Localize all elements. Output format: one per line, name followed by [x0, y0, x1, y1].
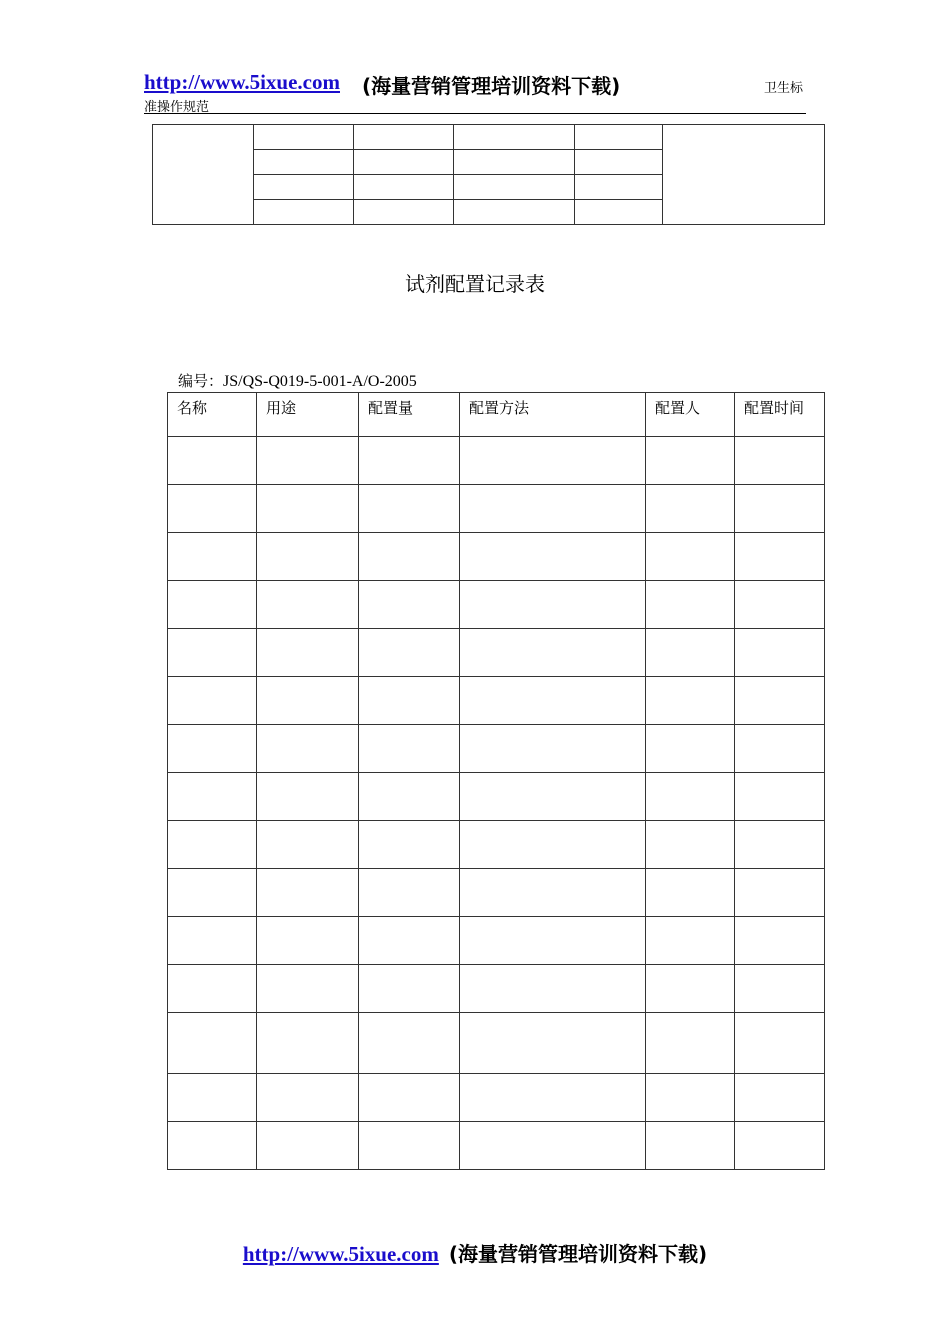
- header-promo-text: (海量营销管理培训资料下载): [362, 74, 621, 98]
- table-cell[interactable]: [460, 821, 646, 869]
- table-cell[interactable]: [168, 821, 257, 869]
- table-header-row: [168, 393, 825, 437]
- table-cell[interactable]: [257, 869, 359, 917]
- table-cell[interactable]: [168, 869, 257, 917]
- table-cell[interactable]: [460, 965, 646, 1013]
- table-cell[interactable]: [735, 485, 825, 533]
- table-cell[interactable]: [257, 965, 359, 1013]
- table-row: [168, 869, 825, 917]
- table-cell[interactable]: [460, 1013, 646, 1074]
- table-cell[interactable]: [168, 677, 257, 725]
- reagent-record-table: [167, 392, 825, 1170]
- table-cell[interactable]: [257, 773, 359, 821]
- table-cell: [354, 200, 454, 225]
- table-cell[interactable]: [460, 773, 646, 821]
- table-cell: [575, 125, 663, 150]
- table-cell[interactable]: [168, 485, 257, 533]
- table-cell[interactable]: [646, 629, 735, 677]
- table-cell[interactable]: [646, 917, 735, 965]
- table-cell: [454, 125, 575, 150]
- table-cell[interactable]: [646, 821, 735, 869]
- table-row: [168, 437, 825, 485]
- table-row: [168, 1074, 825, 1122]
- column-header-purpose: 用途: [257, 393, 359, 437]
- table-cell[interactable]: [735, 1013, 825, 1074]
- footer-link[interactable]: http://www.5ixue.com: [242, 1242, 439, 1266]
- table-cell[interactable]: [359, 965, 460, 1013]
- table-cell[interactable]: [646, 1013, 735, 1074]
- table-cell[interactable]: [646, 869, 735, 917]
- table-cell[interactable]: [735, 821, 825, 869]
- table-cell: [254, 175, 354, 200]
- table-cell: [354, 175, 454, 200]
- table-cell[interactable]: [168, 1074, 257, 1122]
- table-cell[interactable]: [735, 629, 825, 677]
- page-title: 试剂配置记录表: [405, 272, 545, 296]
- table-cell: [575, 200, 663, 225]
- table-row: [168, 485, 825, 533]
- table-cell[interactable]: [359, 821, 460, 869]
- column-header-time: 配置时间: [735, 393, 825, 437]
- table-row: [153, 125, 825, 150]
- table-row: [168, 725, 825, 773]
- table-cell[interactable]: [359, 725, 460, 773]
- table-cell[interactable]: [257, 1122, 359, 1170]
- table-cell[interactable]: [359, 869, 460, 917]
- table-cell: [663, 125, 825, 225]
- table-cell[interactable]: [257, 485, 359, 533]
- table-cell[interactable]: [460, 1074, 646, 1122]
- table-cell[interactable]: [359, 485, 460, 533]
- table-cell[interactable]: [460, 533, 646, 581]
- table-cell[interactable]: [359, 773, 460, 821]
- table-cell[interactable]: [646, 1074, 735, 1122]
- table-cell: [153, 125, 254, 225]
- table-cell[interactable]: [257, 629, 359, 677]
- table-cell: [575, 150, 663, 175]
- table-cell[interactable]: [168, 437, 257, 485]
- table-row: [168, 821, 825, 869]
- table-row: [168, 773, 825, 821]
- table-cell[interactable]: [735, 773, 825, 821]
- table-cell[interactable]: [359, 1122, 460, 1170]
- table-row: [168, 917, 825, 965]
- table-cell[interactable]: [257, 917, 359, 965]
- table-cell[interactable]: [168, 965, 257, 1013]
- table-cell[interactable]: [735, 965, 825, 1013]
- header-rule: [144, 113, 806, 114]
- table-cell[interactable]: [460, 581, 646, 629]
- table-cell[interactable]: [359, 629, 460, 677]
- table-cell[interactable]: [257, 1074, 359, 1122]
- doc-number: [178, 370, 417, 391]
- table-cell[interactable]: [646, 725, 735, 773]
- table-cell[interactable]: [168, 1122, 257, 1170]
- table-cell[interactable]: [646, 437, 735, 485]
- table-cell[interactable]: [460, 629, 646, 677]
- table-cell[interactable]: [735, 677, 825, 725]
- table-row: [168, 581, 825, 629]
- table-cell[interactable]: [168, 773, 257, 821]
- table-cell[interactable]: [646, 965, 735, 1013]
- table-cell[interactable]: [257, 1013, 359, 1074]
- table-cell: [254, 200, 354, 225]
- table-cell[interactable]: [735, 917, 825, 965]
- header-sub-text: 准操作规范: [144, 100, 210, 115]
- table-cell[interactable]: [735, 437, 825, 485]
- table-row: [168, 677, 825, 725]
- table-cell: [575, 175, 663, 200]
- table-cell[interactable]: [257, 533, 359, 581]
- header-link[interactable]: http://www.5ixue.com: [144, 70, 340, 94]
- table-cell[interactable]: [359, 677, 460, 725]
- table-cell[interactable]: [168, 629, 257, 677]
- table-cell[interactable]: [735, 581, 825, 629]
- table-cell[interactable]: [460, 437, 646, 485]
- table-cell[interactable]: [646, 485, 735, 533]
- table-cell[interactable]: [257, 677, 359, 725]
- table-cell[interactable]: [460, 677, 646, 725]
- table-cell[interactable]: [359, 1074, 460, 1122]
- table-cell[interactable]: [168, 1013, 257, 1074]
- doc-number-label: 编号：: [178, 372, 224, 390]
- column-header-preparer: 配置人: [646, 393, 735, 437]
- table-cell[interactable]: [359, 581, 460, 629]
- column-header-amount: 配置量: [359, 393, 460, 437]
- table-row: [168, 629, 825, 677]
- table-cell[interactable]: [646, 773, 735, 821]
- table-cell: [454, 150, 575, 175]
- table-cell[interactable]: [735, 725, 825, 773]
- table-cell[interactable]: [168, 725, 257, 773]
- table-cell[interactable]: [735, 869, 825, 917]
- table-cell[interactable]: [646, 677, 735, 725]
- table-cell[interactable]: [735, 1074, 825, 1122]
- table-cell[interactable]: [646, 581, 735, 629]
- table-cell: [354, 125, 454, 150]
- table-cell[interactable]: [168, 533, 257, 581]
- table-body: [168, 437, 825, 1170]
- table-row: [168, 1013, 825, 1074]
- table-cell[interactable]: [168, 917, 257, 965]
- column-header-method: 配置方法: [460, 393, 646, 437]
- table-cell[interactable]: [359, 917, 460, 965]
- table-cell[interactable]: [735, 1122, 825, 1170]
- table-cell[interactable]: [359, 533, 460, 581]
- table-row: [168, 1122, 825, 1170]
- table-cell[interactable]: [257, 821, 359, 869]
- table-cell[interactable]: [257, 725, 359, 773]
- table-cell[interactable]: [359, 437, 460, 485]
- footer-promo-text: (海量营销管理培训资料下载): [448, 1242, 708, 1266]
- header-right-text: 卫生标: [764, 81, 804, 96]
- table-cell[interactable]: [646, 533, 735, 581]
- table-cell: [254, 150, 354, 175]
- table-cell[interactable]: [257, 437, 359, 485]
- doc-number-value: JS/QS-Q019-5-001-A/O-2005: [223, 373, 417, 390]
- table-cell[interactable]: [460, 1122, 646, 1170]
- table-cell[interactable]: [168, 581, 257, 629]
- continued-table-fragment: [152, 124, 825, 225]
- table-cell: [454, 175, 575, 200]
- table-cell[interactable]: [735, 533, 825, 581]
- table-cell[interactable]: [646, 1122, 735, 1170]
- table-cell[interactable]: [460, 485, 646, 533]
- table-cell[interactable]: [359, 1013, 460, 1074]
- table-row: [168, 965, 825, 1013]
- table-cell: [454, 200, 575, 225]
- column-header-name: 名称: [168, 393, 257, 437]
- table-row: [168, 533, 825, 581]
- table-cell[interactable]: [460, 725, 646, 773]
- table-cell[interactable]: [257, 581, 359, 629]
- table-cell[interactable]: [460, 869, 646, 917]
- footer: [0, 1238, 950, 1267]
- table-cell[interactable]: [460, 917, 646, 965]
- table-cell: [254, 125, 354, 150]
- table-cell: [354, 150, 454, 175]
